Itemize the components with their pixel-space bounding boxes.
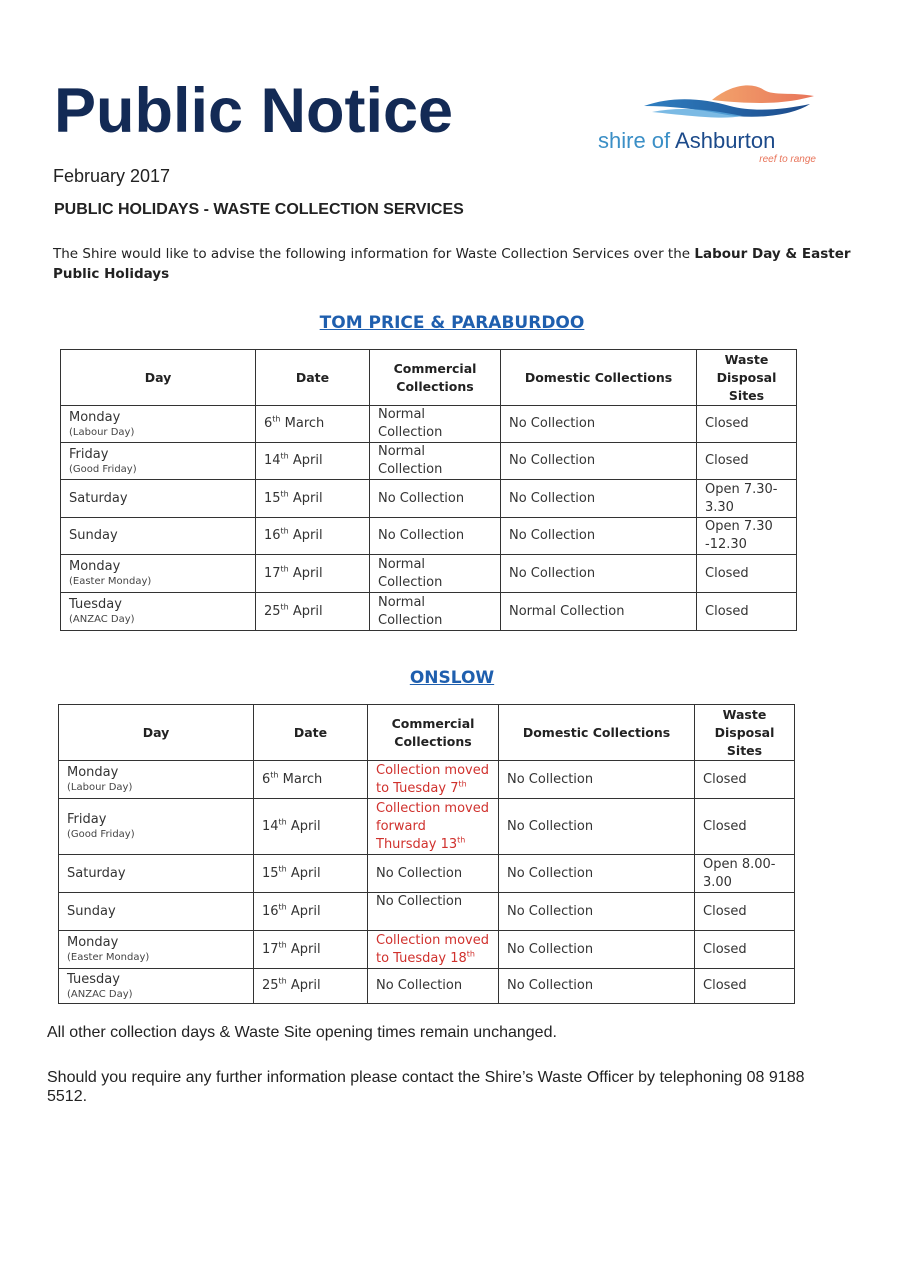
date-suffix: th [280,602,289,612]
domestic-text: No Collection [507,903,594,919]
cell-domestic [501,593,697,631]
cell-commercial [368,893,499,931]
footer-unchanged-note: All other collection days & Waste Site opening times remain unchanged. [47,1024,557,1041]
cell-commercial [370,443,501,480]
waste-sites-text: Closed [705,565,749,581]
day-note: (Labour Day) [69,426,135,438]
commercial-suffix: th [458,779,467,789]
table-row [61,480,797,518]
cell-date [256,593,370,631]
cell-date [256,406,370,443]
date-number: 16 [262,903,279,919]
date-month: April [286,865,321,881]
day-name: Friday [69,446,109,462]
table-row [59,893,795,931]
waste-sites-text: Closed [705,603,749,619]
date-suffix: th [280,451,289,461]
date-month: March [280,416,325,431]
cell-commercial [368,969,499,1004]
cell-domestic [501,480,697,518]
cell-day [61,480,256,518]
cell-waste-sites [695,799,795,855]
cell-waste-sites [695,855,795,893]
date-number: 25 [262,978,279,993]
date-month: April [288,565,323,581]
domestic-text: No Collection [507,978,594,993]
date-suffix: th [278,940,287,950]
commercial-text: No Collection [376,894,463,909]
commercial-text: Normal Collection [378,594,443,628]
date-number: 17 [262,941,279,957]
schedule-table-onslow [58,704,795,1004]
cell-waste-sites [695,931,795,969]
commercial-text: Collection moved to Tuesday 18 [376,932,489,966]
cell-day [59,799,254,855]
commercial-text: No Collection [378,528,465,543]
date-number: 6 [264,416,273,431]
date-suffix: th [278,902,287,912]
date-month: April [286,941,321,957]
day-name: Saturday [67,865,126,881]
day-name: Tuesday [67,971,120,987]
intro-paragraph: The Shire would like to advise the following information for Waste Collection Services over the Labour Day & Easter Public Holidays [53,246,851,282]
cell-domestic [501,406,697,443]
cell-date [256,443,370,480]
date-month: April [288,603,323,619]
cell-day [61,555,256,593]
table-row [59,799,795,855]
date-month: April [288,490,323,506]
day-name: Sunday [67,903,116,919]
cell-date [256,480,370,518]
cell-day [59,969,254,1004]
day-note: (ANZAC Day) [67,988,133,1000]
date-month: April [288,453,323,468]
date-month: April [286,903,321,919]
cell-day [59,855,254,893]
notice-subheading: PUBLIC HOLIDAYS - WASTE COLLECTION SERVICES [54,201,464,218]
footer-contact-note: Should you require any further information please contact the Shire’s Waste Officer by telephoning 08 9188 5512. [47,1069,805,1105]
cell-waste-sites [695,893,795,931]
logo-tagline: reef to range [759,154,816,165]
schedule-table-tom-price [60,349,797,631]
cell-commercial [370,593,501,631]
date-number: 15 [264,490,281,506]
day-note: (Good Friday) [69,463,137,475]
cell-commercial [370,555,501,593]
commercial-text: Normal Collection [378,407,443,440]
header-waste-sites: Waste Disposal Sites [697,350,797,406]
waste-sites-text: Closed [705,416,749,431]
waste-sites-text: Closed [703,818,747,834]
shire-logo [598,82,822,168]
commercial-suffix: th [466,949,475,959]
cell-domestic [499,761,695,799]
table-row [61,443,797,480]
cell-domestic [499,969,695,1004]
waste-sites-text: Closed [703,771,747,787]
commercial-text: No Collection [378,490,465,506]
date-number: 14 [262,818,279,834]
cell-domestic [501,443,697,480]
domestic-text: No Collection [509,490,596,506]
logo-wordmark: shire of Ashburton [598,128,776,153]
cell-commercial [368,855,499,893]
day-name: Friday [67,812,107,827]
section-heading-tom-price: TOM PRICE & PARABURDOO [319,313,585,333]
commercial-text: Collection moved forward Thursday 13 [376,800,489,852]
domestic-text: No Collection [507,941,594,957]
cell-domestic [499,799,695,855]
day-note: (Good Friday) [67,829,135,840]
cell-domestic [499,931,695,969]
notice-date: February 2017 [53,166,171,186]
cell-commercial [368,799,499,855]
table-row [61,555,797,593]
cell-day [59,893,254,931]
day-note: (Labour Day) [67,782,133,793]
day-name: Monday [67,935,119,950]
cell-date [256,518,370,555]
table-row [61,593,797,631]
header-date: Date [256,350,370,406]
header-commercial: Commercial Collections [370,350,501,406]
waste-sites-text: Closed [703,941,747,957]
waste-sites-text: Open 8.00-3.00 [703,856,776,890]
table-row [59,761,795,799]
domestic-text: No Collection [507,771,594,787]
cell-commercial [370,518,501,555]
date-number: 15 [262,865,279,881]
table-row [59,855,795,893]
day-name: Sunday [69,528,118,543]
waste-sites-text: Open 7.30-3.30 [705,481,778,515]
cell-domestic [501,555,697,593]
cell-waste-sites [697,406,797,443]
cell-date [254,969,368,1004]
cell-day [59,761,254,799]
date-number: 16 [264,528,281,543]
date-suffix: th [272,414,281,424]
domestic-text: No Collection [509,528,596,543]
cell-waste-sites [695,969,795,1004]
date-suffix: th [280,526,289,536]
commercial-text: No Collection [376,978,463,993]
cell-date [254,799,368,855]
day-note: (ANZAC Day) [69,614,135,625]
header-waste-sites: Waste Disposal Sites [695,705,795,761]
cell-day [61,443,256,480]
date-suffix: th [270,770,279,780]
cell-waste-sites [697,593,797,631]
table-row [59,969,795,1004]
table-row [61,406,797,443]
cell-domestic [499,855,695,893]
day-name: Monday [69,409,121,425]
day-note: (Easter Monday) [69,576,152,587]
domestic-text: No Collection [509,453,596,468]
commercial-text: No Collection [376,865,463,881]
domestic-text: No Collection [509,565,596,581]
header-day: Day [61,350,256,406]
date-suffix: th [280,564,289,574]
cell-date [254,931,368,969]
cell-waste-sites [697,555,797,593]
cell-waste-sites [697,443,797,480]
header-date: Date [254,705,368,761]
section-heading-onslow: ONSLOW [409,668,495,688]
cell-waste-sites [695,761,795,799]
date-month: March [278,771,323,787]
date-suffix: th [280,489,289,499]
domestic-text: Normal Collection [509,603,625,619]
commercial-text: Collection moved to Tuesday 7 [376,762,489,796]
domestic-text: No Collection [507,818,594,834]
cell-date [254,855,368,893]
cell-commercial [368,761,499,799]
commercial-text: Normal Collection [378,444,443,477]
cell-domestic [499,893,695,931]
date-number: 17 [264,565,281,581]
date-month: April [286,978,321,993]
header-domestic: Domestic Collections [501,350,697,406]
waste-sites-text: Open 7.30 -12.30 [705,519,773,552]
header-day: Day [59,705,254,761]
day-name: Monday [67,765,119,780]
cell-commercial [370,406,501,443]
date-suffix: th [278,817,287,827]
commercial-suffix: th [457,835,466,845]
table-row [61,518,797,555]
cell-commercial [368,931,499,969]
day-name: Monday [69,559,121,574]
date-number: 6 [262,771,271,787]
date-suffix: th [278,976,287,986]
domestic-text: No Collection [509,416,596,431]
day-note: (Easter Monday) [67,952,150,963]
table-row [59,931,795,969]
header-commercial: Commercial Collections [368,705,499,761]
day-name: Tuesday [69,597,122,612]
date-month: April [286,818,321,834]
date-month: April [288,528,323,543]
domestic-text: No Collection [507,865,594,881]
date-suffix: th [278,864,287,874]
cell-day [59,931,254,969]
date-number: 14 [264,453,281,468]
waste-sites-text: Closed [703,903,747,919]
waste-sites-text: Closed [705,453,749,468]
cell-domestic [501,518,697,555]
cell-date [256,555,370,593]
cell-commercial [370,480,501,518]
cell-waste-sites [697,518,797,555]
date-number: 25 [264,603,281,619]
page-title: Public Notice [54,76,454,146]
cell-waste-sites [697,480,797,518]
day-name: Saturday [69,490,128,506]
logo-waves-icon [642,82,818,122]
cell-day [61,518,256,555]
cell-day [61,406,256,443]
cell-day [61,593,256,631]
cell-date [254,761,368,799]
commercial-text: Normal Collection [378,556,443,590]
cell-date [254,893,368,931]
header-domestic: Domestic Collections [499,705,695,761]
waste-sites-text: Closed [703,978,747,993]
